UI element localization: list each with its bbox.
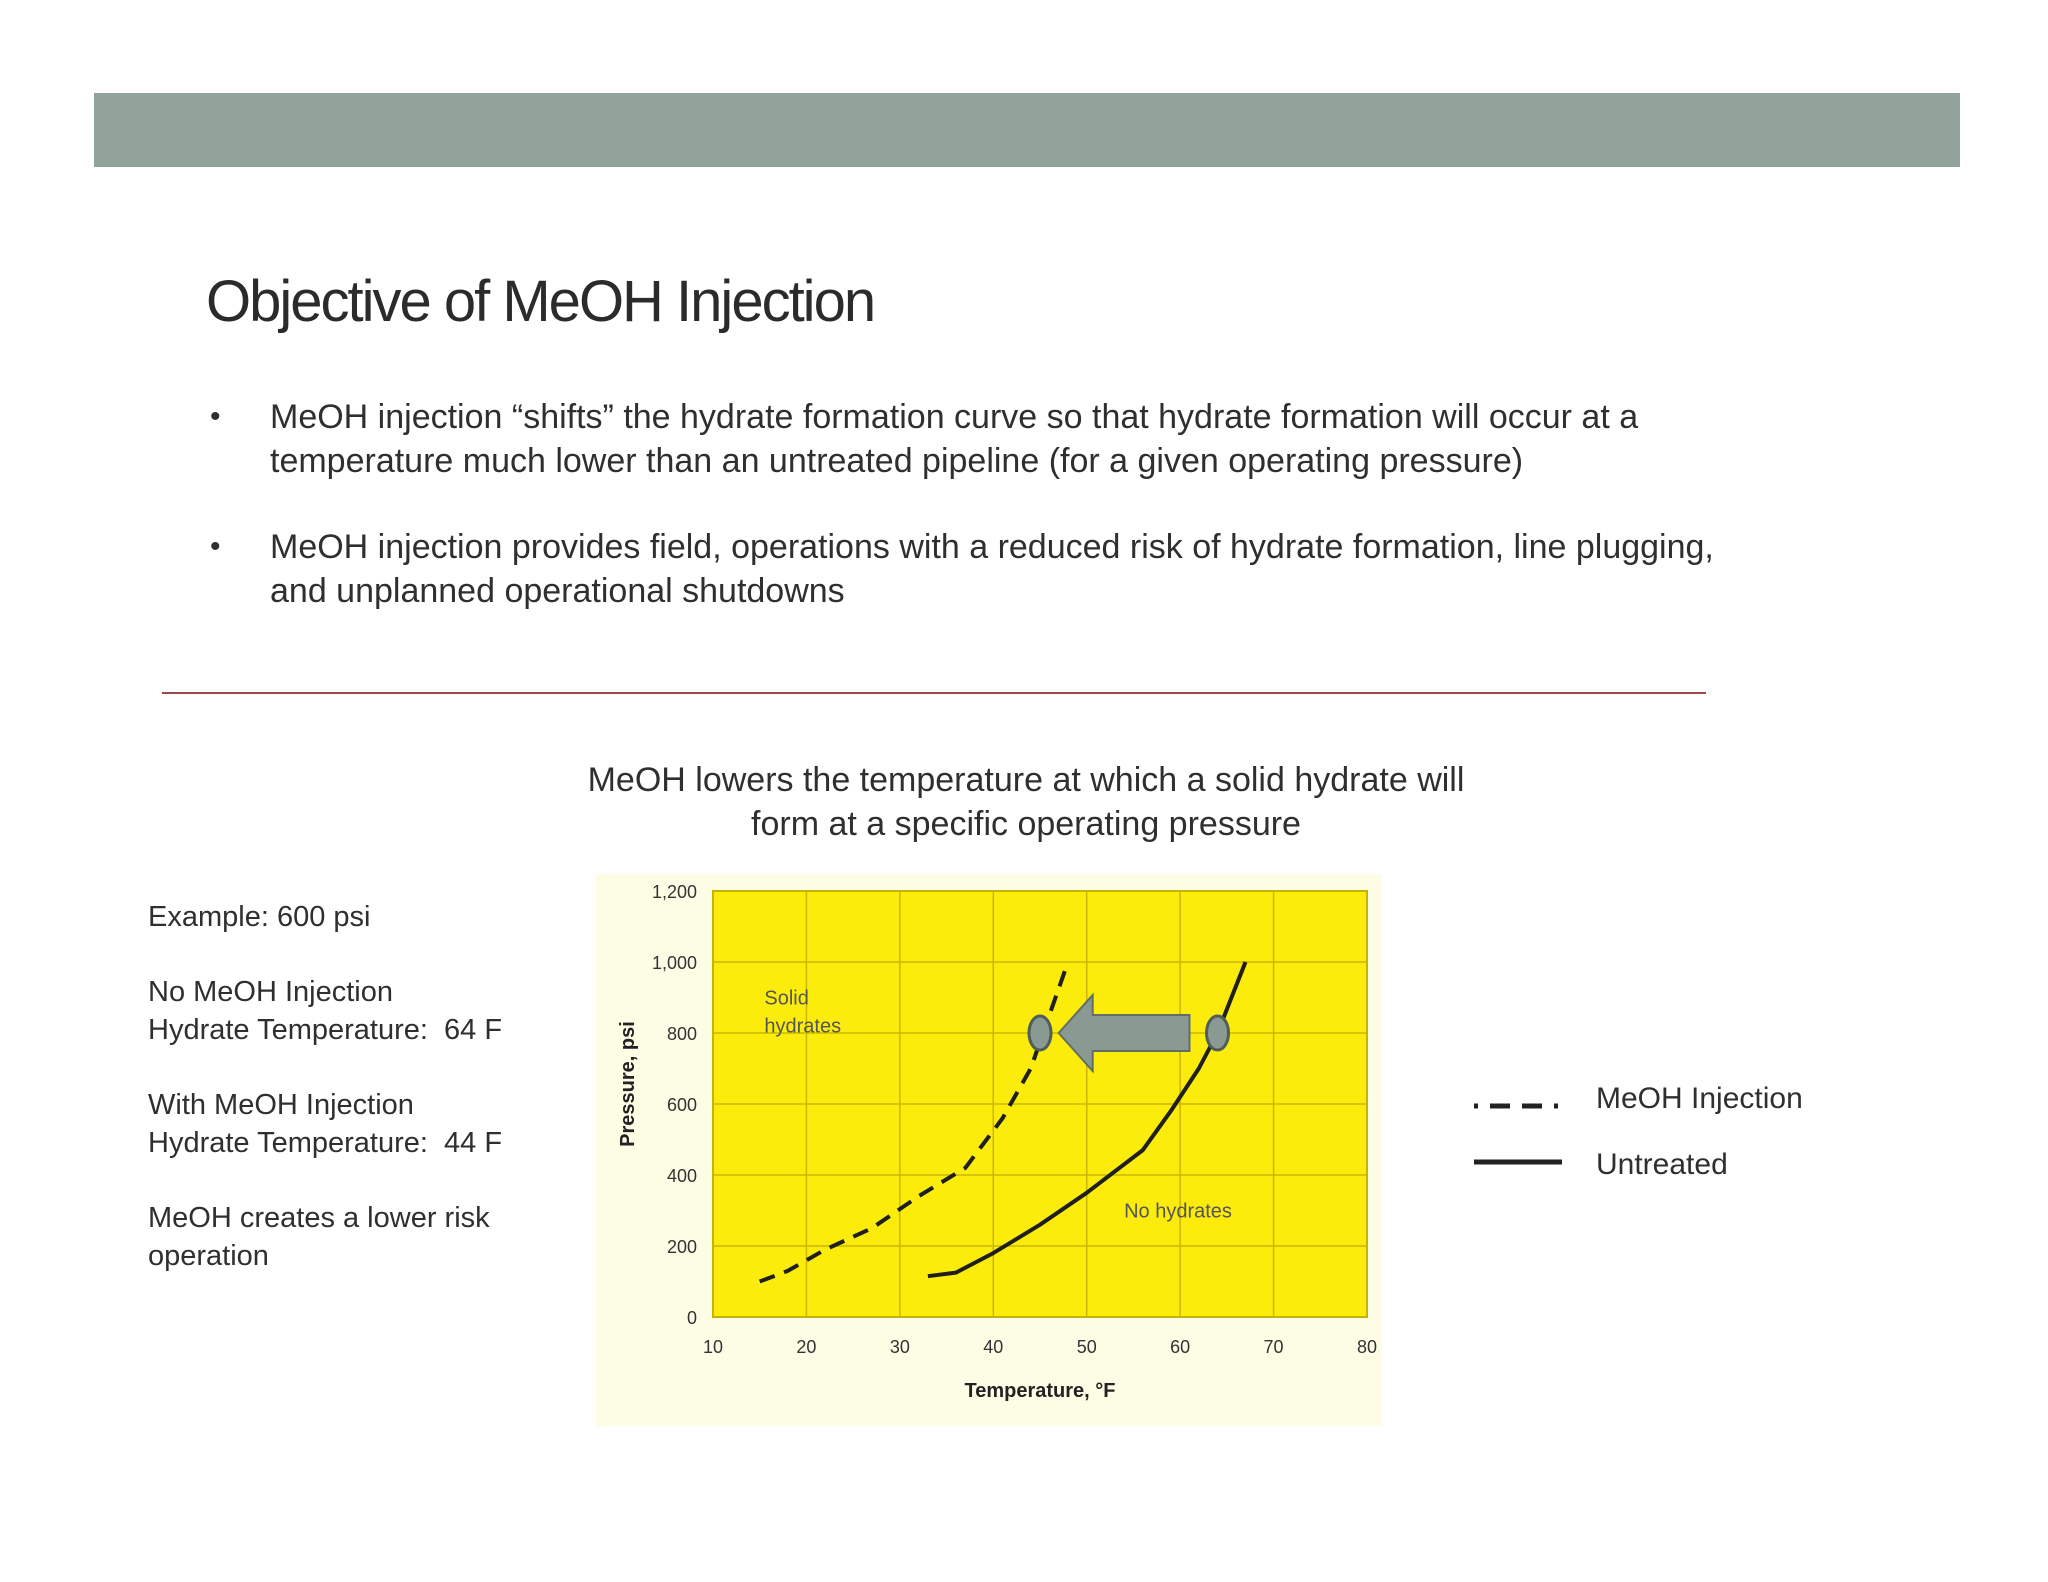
annotation-solid: Solid — [764, 987, 809, 1010]
example-text: Hydrate Temperature: 44 F — [148, 1127, 503, 1159]
y-tick-label: 0 — [686, 1308, 697, 1328]
x-tick-label: 40 — [983, 1337, 1004, 1357]
annotation-hydrates: hydrates — [764, 1015, 842, 1038]
bullet-dot: • — [210, 530, 221, 563]
bullet-list — [206, 395, 1766, 655]
example-text: Hydrate Temperature: 64 F — [148, 1014, 503, 1046]
header-band — [94, 93, 1960, 167]
y-tick-label: 400 — [666, 1166, 697, 1186]
example-no-meoh — [148, 973, 502, 1049]
bullet-text: MeOH injection “shifts” the hydrate formation curve so that hydrate formation will occur at a temperature much lower than an untreated pipeline (for a given operating pressure) — [270, 398, 1639, 480]
y-tick-label: 1,000 — [651, 953, 697, 973]
annotation-no-hydrates: No hydrates — [1124, 1200, 1232, 1223]
x-tick-label: 50 — [1076, 1337, 1097, 1357]
example-conclusion — [148, 1199, 502, 1275]
hydrate-point-marker — [1029, 1016, 1051, 1050]
caption-line: MeOH lowers the temperature at which a solid hydrate will — [587, 761, 1465, 799]
caption-line: form at a specific operating pressure — [751, 805, 1301, 843]
x-tick-label: 20 — [796, 1337, 817, 1357]
hydrate-point-marker — [1207, 1016, 1229, 1050]
example-panel — [148, 898, 502, 1312]
x-tick-label: 10 — [702, 1337, 724, 1357]
example-text: With MeOH Injection — [148, 1089, 414, 1121]
x-tick-label: 70 — [1263, 1337, 1284, 1357]
bullet-text: MeOH injection provides field, operations with a reduced risk of hydrate formation, line plugging, and unplanned operational shutdowns — [270, 528, 1714, 610]
x-tick-label: 30 — [889, 1337, 910, 1357]
y-tick-label: 800 — [666, 1024, 697, 1044]
dashed-line-swatch — [1472, 1090, 1564, 1120]
y-axis-label: Pressure, psi — [617, 1021, 639, 1147]
slide-title: Objective of MeOH Injection — [206, 269, 875, 334]
y-tick-label: 600 — [666, 1095, 697, 1115]
x-tick-label: 60 — [1170, 1337, 1191, 1357]
x-axis-label: Temperature, °F — [964, 1380, 1116, 1402]
example-heading: Example: 600 psi — [148, 901, 371, 933]
example-text: MeOH creates a lower risk — [148, 1202, 490, 1234]
example-text: operation — [148, 1240, 269, 1272]
legend-label: MeOH Injection — [1596, 1082, 1803, 1115]
hydrate-curve-chart — [596, 874, 1382, 1426]
chart-caption — [520, 758, 1532, 846]
divider-rule — [162, 692, 1706, 694]
bullet-dot: • — [210, 400, 221, 433]
y-tick-label: 1,200 — [651, 882, 697, 902]
x-tick-label: 80 — [1356, 1337, 1378, 1357]
example-text: No MeOH Injection — [148, 976, 393, 1008]
solid-line-swatch — [1472, 1156, 1564, 1186]
bullet-item — [206, 525, 1766, 613]
example-with-meoh — [148, 1086, 502, 1162]
y-tick-label: 200 — [666, 1237, 697, 1257]
legend-label: Untreated — [1596, 1148, 1728, 1181]
bullet-item — [206, 395, 1766, 483]
